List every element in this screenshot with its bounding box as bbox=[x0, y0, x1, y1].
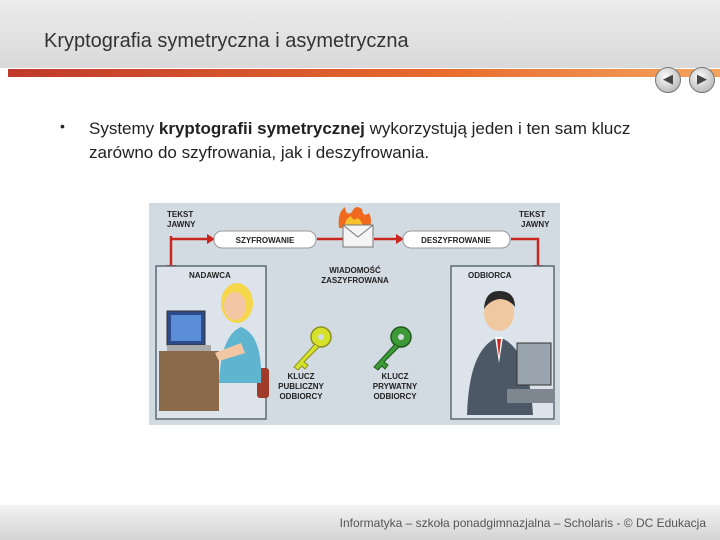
encrypted-message-label-2: ZASZYFROWANA bbox=[321, 276, 389, 285]
private-key-label-2: PRYWATNY bbox=[372, 382, 418, 391]
plain-text-right-2: JAWNY bbox=[521, 220, 550, 229]
private-key-label-1: KLUCZ bbox=[381, 372, 409, 381]
previous-slide-button[interactable] bbox=[655, 67, 681, 93]
encrypt-label: SZYFROWANIE bbox=[235, 236, 295, 245]
public-key-label-1: KLUCZ bbox=[287, 372, 315, 381]
plain-text-left-2: JAWNY bbox=[167, 220, 196, 229]
slide-title: Kryptografia symetryczna i asymetryczna bbox=[44, 30, 409, 52]
footer-text: Informatyka – szkoła ponadgimnazjalna – Scholaris - © DC Edukacja bbox=[339, 516, 706, 530]
sender-label: NADAWCA bbox=[189, 271, 231, 280]
bullet-marker: • bbox=[60, 118, 65, 134]
public-key-label-2: PUBLICZNY bbox=[278, 382, 324, 391]
header-accent-bar bbox=[8, 69, 720, 77]
public-key-label-3: ODBIORCY bbox=[279, 392, 323, 401]
decrypt-label: DESZYFROWANIE bbox=[421, 236, 491, 245]
plain-text-left-1: TEKST bbox=[167, 210, 194, 219]
arrow-right-icon: ▶ bbox=[697, 71, 707, 86]
encryption-diagram bbox=[149, 203, 560, 425]
bullet-text: Systemy kryptografii symetrycznej wykorzystują jeden i ten sam klucz zarówno do szyfrowania, jak i deszyfrowania. bbox=[89, 119, 631, 162]
next-slide-button[interactable] bbox=[689, 67, 715, 93]
private-key-label-3: ODBIORCY bbox=[373, 392, 417, 401]
receiver-label: ODBIORCA bbox=[468, 271, 512, 280]
plain-text-right-1: TEKST bbox=[519, 210, 546, 219]
arrow-left-icon: ◀ bbox=[663, 71, 673, 86]
encrypted-message-label-1: WIADOMOŚĆ bbox=[329, 266, 381, 275]
